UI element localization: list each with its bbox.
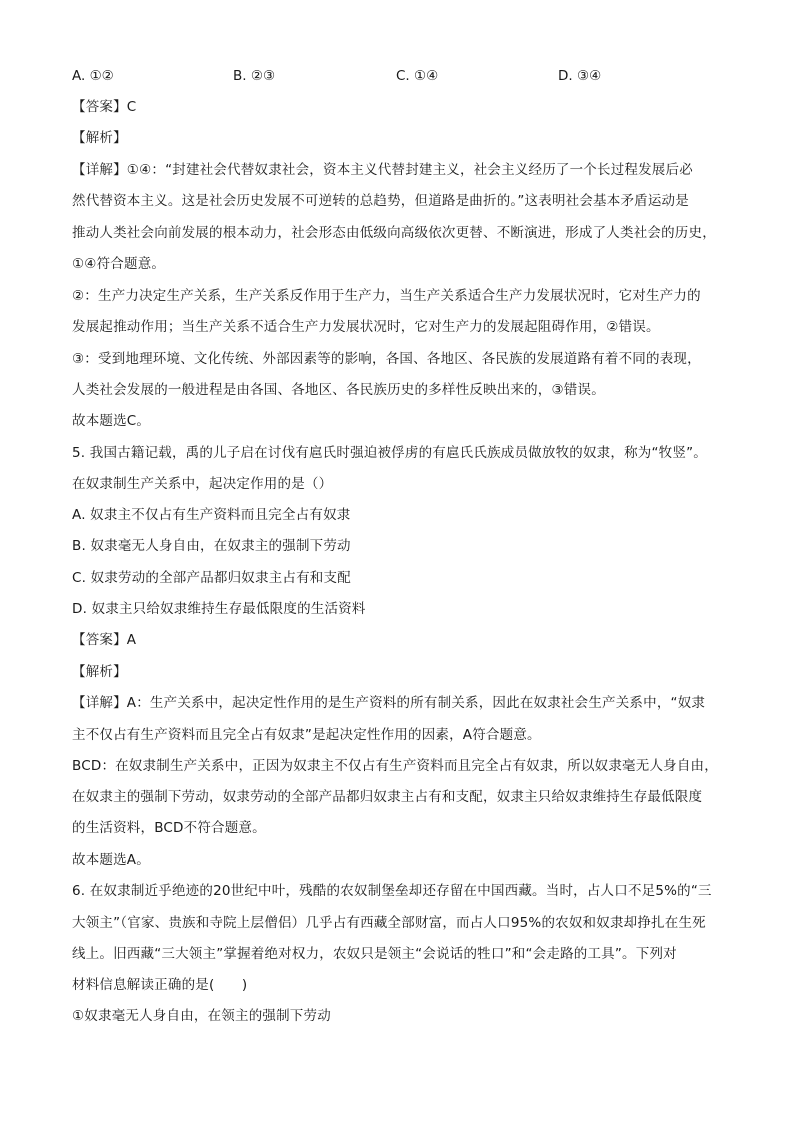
analysis-label: 【解析】 [72,664,127,680]
detail-text: 在奴隶主的强制下劳动，奴隶劳动的全部产品都归奴隶主占有和支配，奴隶主只给奴隶维持生存最低限度 [72,789,703,805]
detail-text: 发展起推动作用；当生产关系不适合生产力发展状况时，它对生产力的发展起阻碍作用，②错误。 [72,319,660,335]
question-5-option-d: D. 奴隶主只给奴隶维持生存最低限度的生活资料 [72,601,366,617]
question-5-option-c: C. 奴隶劳动的全部产品都归奴隶主占有和支配 [72,570,351,586]
option-d: D. ③④ [558,68,602,84]
option-c: C. ①④ [396,68,439,84]
question-6-stem: 6. 在奴隶制近乎绝迹的20世纪中叶，残酷的农奴制堡垒却还存留在中国西藏。当时，占人口不足5%的“三 [72,883,712,899]
answer-label: 【答案】C [72,99,137,115]
detail-text: 主不仅占有生产资料而且完全占有奴隶”是起决定性作用的因素，A符合题意。 [72,727,541,743]
detail-text: ①④符合题意。 [72,256,166,272]
question-5-stem: 在奴隶制生产关系中，起决定作用的是（） [72,476,333,492]
answer-label: 【答案】A [72,632,137,648]
detail-text: 【详解】①④：“封建社会代替奴隶社会，资本主义代替封建主义，社会主义经历了一个长过程发展后必 [72,162,693,178]
detail-text: 然代替资本主义。这是社会历史发展不可逆转的总趋势，但道路是曲折的。”这表明社会基本矛盾运动是 [72,193,689,209]
conclusion-text: 故本题选C。 [72,413,151,429]
question-5-option-a: A. 奴隶主不仅占有生产资料而且完全占有奴隶 [72,507,351,523]
detail-text: 的生活资料，BCD不符合题意。 [72,820,266,836]
detail-text: BCD：在奴隶制生产关系中，正因为奴隶主不仅占有生产资料而且完全占有奴隶，所以奴隶毫无人身自由， [72,758,718,774]
question-6-stem: 大领主”（官家、贵族和寺院上层僧侣）几乎占有西藏全部财富，而占人口95%的农奴和奴隶却挣扎在生死 [72,915,706,931]
question-5-stem: 5. 我国古籍记载，禹的儿子启在讨伐有扈氏时强迫被俘虏的有扈氏氏族成员做放牧的奴隶，称为“牧竖”。 [72,445,707,461]
detail-text: 推动人类社会向前发展的根本动力，社会形态由低级向高级依次更替、不断演进，形成了人类社会的历史， [72,225,716,241]
option-b: B. ②③ [233,68,276,84]
analysis-label: 【解析】 [72,130,127,146]
detail-text: ③：受到地理环境、文化传统、外部因素等的影响，各国、各地区、各民族的发展道路有着不同的表现， [72,351,701,367]
question-6-item-1: ①奴隶毫无人身自由，在领主的强制下劳动 [72,1008,331,1024]
question-6-stem: 线上。旧西藏“三大领主”掌握着绝对权力，农奴只是领主“会说话的牲口”和“会走路的工具”。下列对 [72,946,677,962]
detail-text: 人类社会发展的一般进程是由各国、各地区、各民族历史的多样性反映出来的，③错误。 [72,382,605,398]
conclusion-text: 故本题选A。 [72,852,150,868]
detail-text: 【详解】A：生产关系中，起决定性作用的是生产资料的所有制关系，因此在奴隶社会生产关系中，“奴隶 [72,695,706,711]
option-a: A. ①② [72,68,114,84]
detail-text: ②：生产力决定生产关系，生产关系反作用于生产力，当生产关系适合生产力发展状况时，它对生产力的 [72,288,701,304]
question-5-option-b: B. 奴隶毫无人身自由，在奴隶主的强制下劳动 [72,538,351,554]
question-6-stem: 材料信息解读正确的是( ) [72,977,248,993]
